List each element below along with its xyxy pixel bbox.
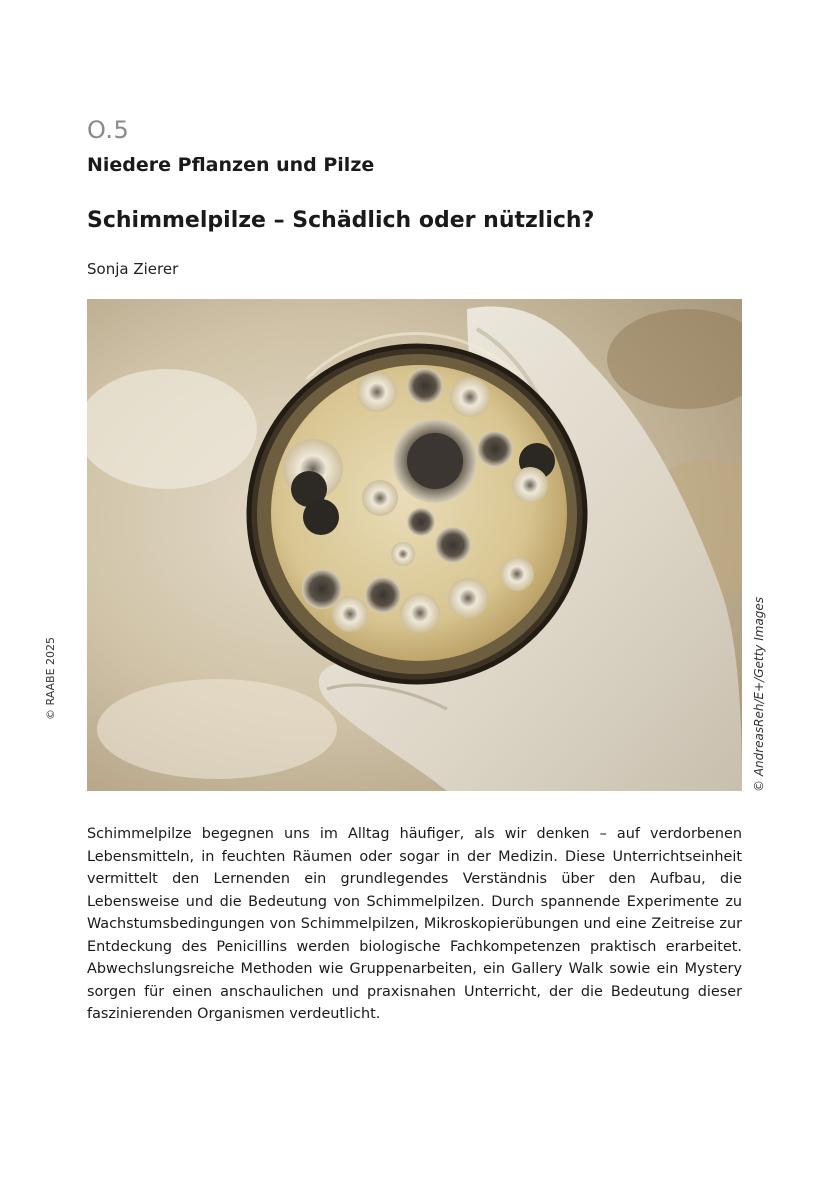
petri-dish-photo bbox=[87, 299, 742, 791]
page-title: Schimmelpilze – Schädlich oder nützlich? bbox=[87, 208, 595, 233]
author: Sonja Zierer bbox=[87, 260, 179, 278]
side-copyright: © RAABE 2025 bbox=[44, 636, 57, 720]
section-title: Niedere Pflanzen und Pilze bbox=[87, 154, 375, 176]
image-credit: © AndreasReh/E+/Getty Images bbox=[752, 596, 766, 792]
section-code: O.5 bbox=[87, 116, 130, 144]
intro-paragraph: Schimmelpilze begegnen uns im Alltag häufiger, als wir denken – auf verdorbenen Lebensmitteln, in feuchten Räumen oder sogar in der Medizin. Diese Unterrichtseinheit vermittelt den Lernenden ein grundlegendes Verständnis über den Aufbau, die Lebensweise und die Bedeutung von Schimmelpilzen. Durch spannende Experimente zu Wachstumsbedingungen von Schimmelpilzen, Mikroskopierübungen und eine Zeitreise zur Entdeckung des Penicillins werden biologische Fachkompetenzen praktisch erarbeitet. Abwechslungsreiche Methoden wie Gruppenarbeiten, ein Gallery Walk sowie ein Mystery sorgen für einen anschaulichen und praxisnahen Unterricht, der die Bedeutung dieser faszinierenden Organismen verdeutlicht. bbox=[87, 826, 742, 1022]
